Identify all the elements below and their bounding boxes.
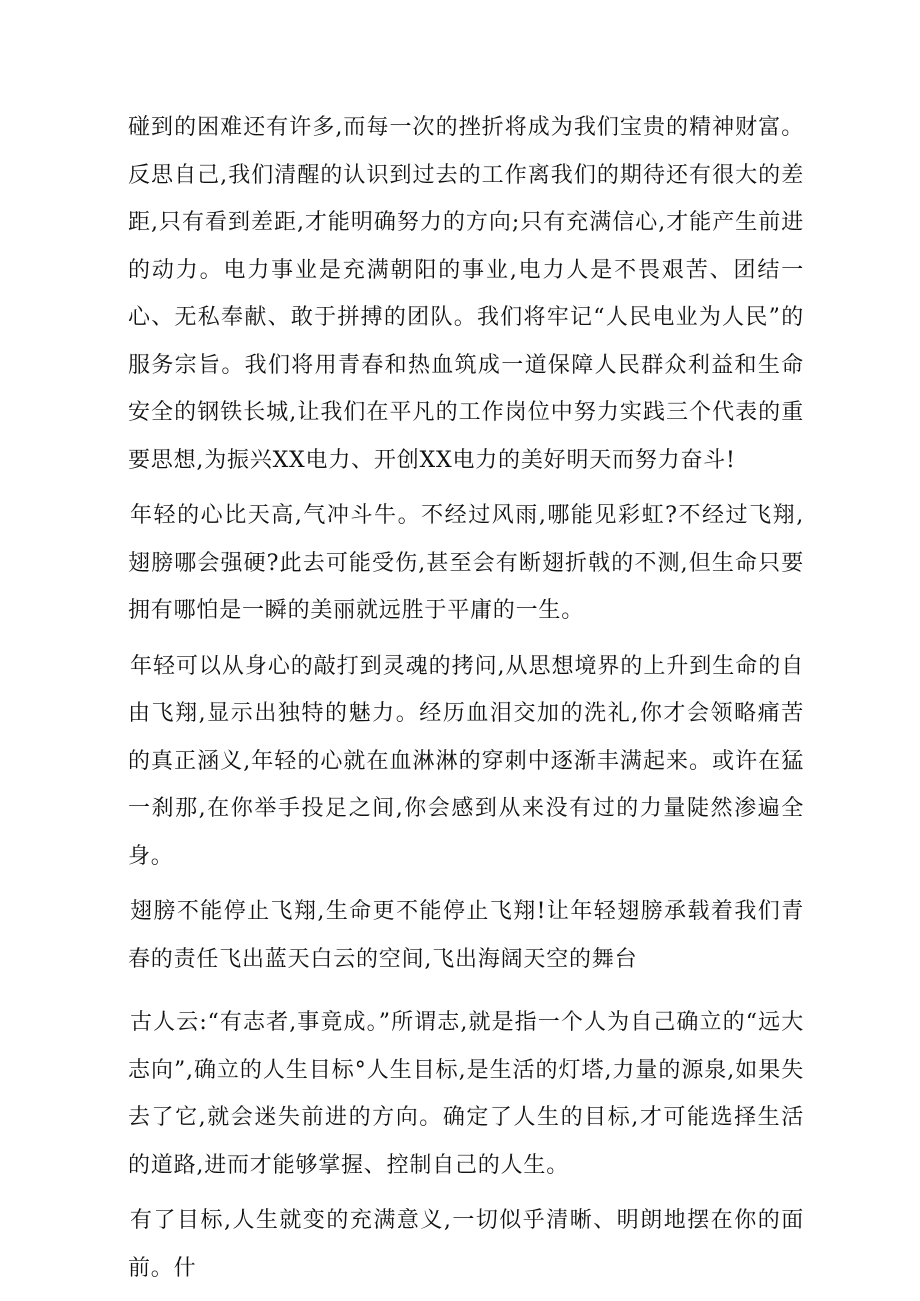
paragraph: 有了目标,人生就变的充满意义,一切似乎清晰、明朗地摆在你的面前。什: [128, 1208, 804, 1281]
paragraph: 年轻的心比天高,气冲斗牛。不经过风雨,哪能见彩虹?不经过飞翔,翅膀哪会强硬?此去可能受伤,甚至会有断翅折戟的不测,但生命只要拥有哪怕是一瞬的美丽就远胜于平庸的一生。: [128, 503, 804, 623]
paragraph: 碰到的困难还有许多,而每一次的挫折将成为我们宝贵的精神财富。反思自己,我们清醒的认识到过去的工作离我们的期待还有很大的差距,只有看到差距,才能明确努力的方向;只有充满信心,才能产生前进的动力。电力事业是充满朝阳的事业,电力人是不畏艰苦、团结一心、无私奉献、敢于拼搏的团队。我们将牢记“人民电业为人民”的服务宗旨。我们将用青春和热血筑成一道保障人民群众利益和生命安全的钢铁长城,让我们在平凡的工作岗位中努力实践三个代表的重要思想,为振兴XX电力、开创XX电力的美好明天而努力奋斗!: [128, 115, 804, 473]
document-body: [128, 104, 804, 1292]
paragraph: 年轻可以从身心的敲打到灵魂的拷问,从思想境界的上升到生命的自由飞翔,显示出独特的魅力。经历血泪交加的洗礼,你才会领略痛苦的真正涵义,年轻的心就在血淋淋的穿刺中逐渐丰满起来。或许在猛一刹那,在你举手投足之间,你会感到从来没有过的力量陡然渗遍全身。: [128, 653, 804, 869]
paragraph: 古人云:“有志者,事竟成。”所谓志,就是指一个人为自己确立的“远大志向”,确立的人生目标°人生目标,是生活的灯塔,力量的源泉,如果失去了它,就会迷失前进的方向。确定了人生的目标,才可能选择生活的道路,进而才能够掌握、控制自己的人生。: [128, 1010, 804, 1178]
paragraph: 翅膀不能停止飞翔,生命更不能停止飞翔!让年轻翅膀承载着我们青春的责任飞出蓝天白云的空间,飞出海阔天空的舞台: [128, 899, 804, 972]
